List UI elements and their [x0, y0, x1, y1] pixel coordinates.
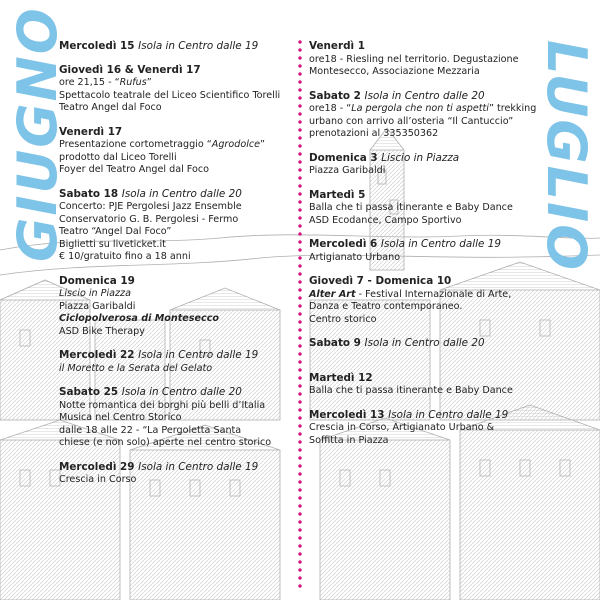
- events-column-luglio: [309, 40, 549, 458]
- event-date: Sabato 18: [59, 187, 119, 200]
- event-entry: [59, 188, 294, 264]
- event-date: Mercoledì 6: [309, 238, 378, 250]
- event-entry: [309, 409, 549, 448]
- event-subtitle: Isola in Centro dalle 20: [364, 337, 485, 349]
- event-entry: [59, 126, 294, 177]
- event-entry: [309, 337, 549, 350]
- event-date: Mercoledì 29: [59, 460, 135, 473]
- event-subtitle: Isola in Centro dalle 19: [380, 238, 501, 250]
- event-line: ASD Bike Therapy: [59, 325, 145, 337]
- event-line: Presentazione cortometraggio “Agrodolce”: [59, 139, 266, 150]
- event-line: Musica nel Centro Storico: [59, 412, 182, 423]
- event-entry: [309, 189, 549, 228]
- event-line: Concerto: PJE Pergolesi Jazz Ensemble: [59, 201, 242, 212]
- event-date: Domenica 19: [59, 274, 135, 287]
- event-line: ASD Ecodance, Campo Sportivo: [309, 214, 462, 226]
- event-line: Ciclopolverosa di Montesecco: [59, 313, 219, 324]
- event-line: Piazza Garibaldi: [59, 300, 136, 312]
- event-line: Teatro “Angel Dal Foco”: [59, 226, 172, 237]
- event-line: prodotto dal Liceo Torelli: [59, 151, 177, 163]
- event-line: Spettacolo teatrale del Liceo Scientifico Torelli: [59, 89, 281, 101]
- event-line: Liscio in Piazza: [59, 288, 131, 299]
- event-line: Balla che ti passa itinerante e Baby Dance: [309, 385, 513, 396]
- event-line: Crescia in Corso, Artigianato Urbano &: [309, 422, 495, 433]
- event-line: Notte romantica dei borghi più belli d’Italia: [59, 399, 266, 411]
- event-line: il Moretto e la Serata del Gelato: [59, 362, 213, 374]
- event-line: Montesecco, Associazione Mezzaria: [309, 66, 480, 77]
- dotted-divider: [296, 38, 304, 590]
- event-entry: [59, 349, 294, 375]
- event-line: Centro storico: [309, 313, 377, 325]
- event-subtitle: Isola in Centro dalle 19: [388, 408, 509, 421]
- event-entry: [59, 386, 294, 450]
- event-line: Foyer del Teatro Angel dal Foco: [59, 164, 209, 175]
- event-line: prenotazioni al 335350362: [309, 128, 439, 139]
- event-date: Mercoledì 13: [309, 408, 385, 421]
- event-date: Venerdì 17: [59, 125, 123, 138]
- event-line: Conservatorio G. B. Pergolesi - Fermo: [59, 213, 239, 225]
- event-date: Mercoledì 15: [59, 40, 135, 52]
- event-entry: [59, 64, 294, 115]
- event-line: Crescia in Corso: [59, 474, 137, 485]
- event-subtitle: Isola in Centro dalle 19: [138, 460, 259, 473]
- event-date: Sabato 9: [309, 337, 361, 349]
- event-entry: [309, 238, 549, 264]
- event-line: Artigianato Urbano: [309, 251, 401, 263]
- event-line: € 10/gratuito fino a 18 anni: [59, 251, 191, 262]
- event-date: Sabato 2: [309, 89, 361, 102]
- event-date: Martedì 5: [309, 188, 366, 201]
- event-line: Soffitta in Piazza: [309, 434, 389, 446]
- event-line: Teatro Angel dal Foco: [59, 102, 162, 113]
- event-line: Piazza Garibaldi: [309, 165, 386, 176]
- event-subtitle: Isola in Centro dalle 20: [364, 89, 485, 102]
- event-date: Giovedì 16 & Venerdì 17: [59, 63, 201, 76]
- events-column-giugno: [59, 40, 294, 498]
- event-date: Venerdì 1: [309, 40, 365, 52]
- event-line: Danza e Teatro contemporaneo.: [309, 301, 463, 312]
- event-entry: [309, 152, 549, 178]
- event-line: Balla che ti passa itinerante e Baby Dance: [309, 202, 513, 213]
- event-entry: [309, 372, 549, 398]
- event-entry: [309, 90, 549, 141]
- event-subtitle: Isola in Centro dalle 19: [138, 349, 259, 361]
- event-subtitle: Liscio in Piazza: [381, 151, 460, 164]
- event-subtitle: Isola in Centro dalle 20: [121, 187, 242, 200]
- event-entry: [59, 275, 294, 339]
- event-line: chiese (e non solo) aperte nel centro storico: [59, 437, 272, 448]
- event-line: ore18 - “La pergola che non ti aspetti” trekking: [309, 103, 537, 114]
- event-date: Martedì 12: [309, 371, 373, 384]
- event-date: Domenica 3: [309, 151, 378, 164]
- event-date: Sabato 25: [59, 386, 119, 398]
- event-line: Biglietti su liveticket.it: [59, 238, 166, 250]
- event-line: ore 21,15 - “Rufus”: [59, 77, 152, 88]
- event-entry: [59, 461, 294, 487]
- month-label-giugno: GIUGNO: [6, 6, 69, 262]
- event-line: Alter Art - Festival Internazionale di Arte,: [309, 288, 512, 300]
- month-label-luglio: LUGLIO: [535, 40, 598, 273]
- event-line: urbano con arrivo all’osteria “Il Cantuccio”: [309, 115, 514, 127]
- event-entry: [309, 40, 549, 79]
- event-entry: [59, 40, 294, 53]
- event-subtitle: Isola in Centro dalle 20: [121, 386, 242, 398]
- event-line: dalle 18 alle 22 - “La Pergoletta Santa: [59, 424, 242, 436]
- event-entry: [309, 275, 549, 326]
- event-date: Giovedì 7 - Domenica 10: [309, 275, 452, 287]
- event-date: Mercoledì 22: [59, 349, 135, 361]
- event-subtitle: Isola in Centro dalle 19: [138, 40, 259, 52]
- event-line: ore18 - Riesling nel territorio. Degustazione: [309, 53, 519, 65]
